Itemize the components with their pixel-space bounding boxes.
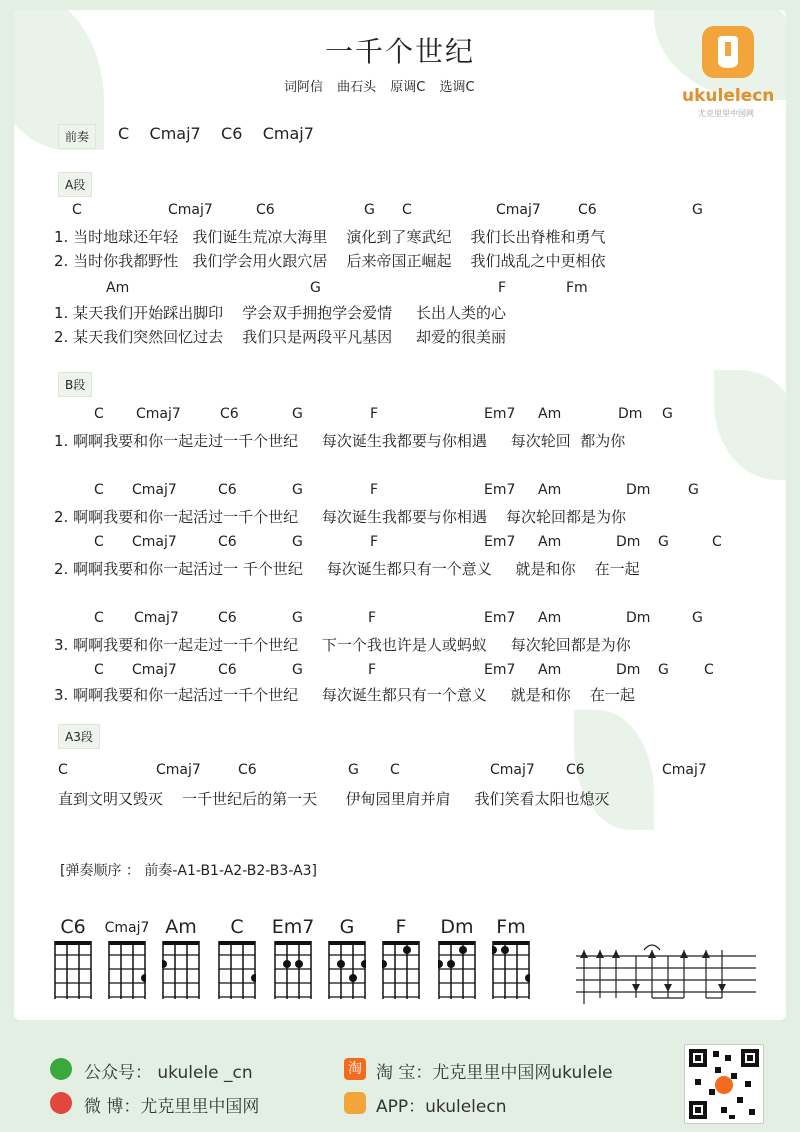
chord-name: C — [402, 202, 412, 218]
chord-name: G — [658, 662, 669, 678]
chord-name: C6 — [218, 482, 237, 498]
lyric-line: 2. 当时你我都野性 我们学会用火跟穴居 后来帝国正崛起 我们战乱之中更相依 — [54, 252, 606, 270]
lyric-line: 2. 啊啊我要和你一起活过一千个世纪 每次诞生我都要与你相遇 每次轮回都是为你 — [54, 508, 626, 526]
chord-name: C — [94, 662, 104, 678]
chord-diagram — [54, 940, 92, 1000]
chord-diagram — [274, 940, 312, 1000]
chord-name: C — [72, 202, 82, 218]
section-label-b: B段 — [58, 372, 92, 397]
chord-name: F — [370, 534, 379, 550]
lyric-line: 1. 啊啊我要和你一起走过一千个世纪 每次诞生我都要与你相遇 每次轮回 都为你 — [54, 432, 626, 450]
chord-name: Cmaj7 — [490, 762, 535, 778]
chord-name: G — [692, 610, 703, 626]
chord-name: Am — [538, 534, 562, 550]
chord-diagram — [438, 940, 476, 1000]
chord-name: F — [498, 280, 507, 296]
song-credits: 词阿信 曲石头 原调C 选调C — [284, 80, 475, 95]
chord-diagram-name: F — [395, 916, 407, 938]
wechat-account: 公众号： ukulele _cn — [84, 1063, 253, 1083]
chord-name: Am — [106, 280, 130, 296]
app-icon — [344, 1092, 366, 1114]
chord-name: Cmaj7 — [132, 482, 177, 498]
chord-name: Am — [538, 610, 562, 626]
chord-name: C6 — [566, 762, 585, 778]
chord-name: G — [292, 406, 303, 422]
section-label-a3: A3段 — [58, 724, 100, 749]
chord-diagram — [382, 940, 420, 1000]
chord-name: F — [370, 482, 379, 498]
chord-name: Em7 — [484, 610, 516, 626]
chord-name: C — [94, 610, 104, 626]
chord-name: Fm — [566, 280, 588, 296]
chord-name: C — [704, 662, 714, 678]
chord-name: Cmaj7 — [496, 202, 541, 218]
chord-diagram-name: C6 — [60, 916, 86, 938]
chord-name: Dm — [618, 406, 643, 422]
chord-name: C6 — [238, 762, 257, 778]
chord-name: Am — [538, 406, 562, 422]
chord-name: F — [370, 406, 379, 422]
weibo-icon — [50, 1092, 72, 1114]
lyric-line: 2. 啊啊我要和你一起活过一 千个世纪 每次诞生都只有一个意义 就是和你 在一起 — [54, 560, 640, 578]
chord-name: G — [292, 534, 303, 550]
chord-name: G — [662, 406, 673, 422]
chord-diagram-name: C — [230, 916, 244, 938]
app-name: APP：ukulelecn — [376, 1097, 507, 1117]
weibo-account: 微 博：尤克里里中国网 — [84, 1097, 260, 1117]
chord-name: G — [310, 280, 321, 296]
chord-name: Dm — [616, 534, 641, 550]
ukulele-icon — [714, 34, 742, 70]
chord-name: Am — [538, 482, 562, 498]
chord-diagram — [218, 940, 256, 1000]
chord-diagram-name: Fm — [496, 916, 526, 938]
chord-name: Em7 — [484, 482, 516, 498]
chord-name: G — [658, 534, 669, 550]
chord-name: G — [348, 762, 359, 778]
chord-name: Cmaj7 — [136, 406, 181, 422]
chord-diagram-name: Cmaj7 — [104, 920, 150, 936]
chord-name: F — [368, 610, 377, 626]
chord-diagram-name: Em7 — [271, 916, 315, 938]
chord-name: F — [368, 662, 377, 678]
section-label-a: A段 — [58, 172, 92, 197]
chord-name: C6 — [218, 662, 237, 678]
song-sheet — [14, 10, 786, 1020]
taobao-icon: 淘 — [344, 1058, 366, 1080]
chord-diagram — [108, 940, 146, 1000]
strum-pattern — [576, 938, 756, 1006]
chord-name: Dm — [626, 482, 651, 498]
chord-name: C — [390, 762, 400, 778]
chord-name: C6 — [256, 202, 275, 218]
wechat-icon — [50, 1058, 72, 1080]
chord-name: C6 — [218, 534, 237, 550]
chord-name: G — [692, 202, 703, 218]
chord-name: G — [364, 202, 375, 218]
chord-name: Cmaj7 — [168, 202, 213, 218]
chord-diagram — [328, 940, 366, 1000]
chord-name: Em7 — [484, 662, 516, 678]
section-label-intro: 前奏 — [58, 124, 96, 149]
chord-name: C — [94, 534, 104, 550]
chord-name: C6 — [220, 406, 239, 422]
chord-name: G — [292, 662, 303, 678]
chord-diagram-name: Am — [165, 916, 197, 938]
chord-name: C — [94, 406, 104, 422]
chord-name: Em7 — [484, 534, 516, 550]
lyric-line: 2. 某天我们突然回忆过去 我们只是两段平凡基因 却爱的很美丽 — [54, 328, 506, 346]
chord-name: Em7 — [484, 406, 516, 422]
chord-diagram-name: Dm — [440, 916, 474, 938]
leaf-decoration — [574, 710, 654, 830]
lyric-line: 1. 某天我们开始踩出脚印 学会双手拥抱学会爱情 长出人类的心 — [54, 304, 506, 322]
chord-name: Cmaj7 — [662, 762, 707, 778]
song-title: 一千个世纪 — [324, 35, 475, 68]
chord-name: Cmaj7 — [132, 662, 177, 678]
chord-name: C6 — [578, 202, 597, 218]
chord-name: G — [292, 482, 303, 498]
chord-name: C — [712, 534, 722, 550]
chord-name: C6 — [218, 610, 237, 626]
lyric-line: 3. 啊啊我要和你一起走过一千个世纪 下一个我也许是人或蚂蚁 每次轮回都是为你 — [54, 636, 631, 654]
lyric-line: 直到文明又毁灭 一千世纪后的第一天 伊甸园里肩并肩 我们笑看太阳也熄灭 — [58, 790, 610, 808]
qr-code-icon — [684, 1044, 764, 1124]
lyric-line: 1. 当时地球还年轻 我们诞生荒凉大海里 演化到了寒武纪 我们长出脊椎和勇气 — [54, 228, 606, 246]
chord-name: Cmaj7 — [134, 610, 179, 626]
chord-name: G — [292, 610, 303, 626]
chord-name: Cmaj7 — [132, 534, 177, 550]
logo-name: ukulelecn — [682, 86, 775, 106]
logo-subtitle: 尤克里里中国网 — [698, 109, 754, 118]
taobao-store: 淘 宝：尤克里里中国网ukulele — [376, 1063, 613, 1083]
chord-diagram — [162, 940, 200, 1000]
chord-name: C — [58, 762, 68, 778]
chord-diagram — [492, 940, 530, 1000]
chord-name: C — [94, 482, 104, 498]
chord-name: G — [688, 482, 699, 498]
chord-name: Dm — [626, 610, 651, 626]
leaf-decoration — [714, 370, 786, 480]
chord-diagram-name: G — [339, 916, 355, 938]
chord-name: Cmaj7 — [156, 762, 201, 778]
play-order: [弹奏顺序 ： 前奏-A1-B1-A2-B2-B3-A3] — [60, 863, 318, 879]
chord-name: Dm — [616, 662, 641, 678]
chord-name: Am — [538, 662, 562, 678]
lyric-line: 3. 啊啊我要和你一起活过一千个世纪 每次诞生都只有一个意义 就是和你 在一起 — [54, 686, 635, 704]
intro-chords: C Cmaj7 C6 Cmaj7 — [118, 124, 314, 143]
